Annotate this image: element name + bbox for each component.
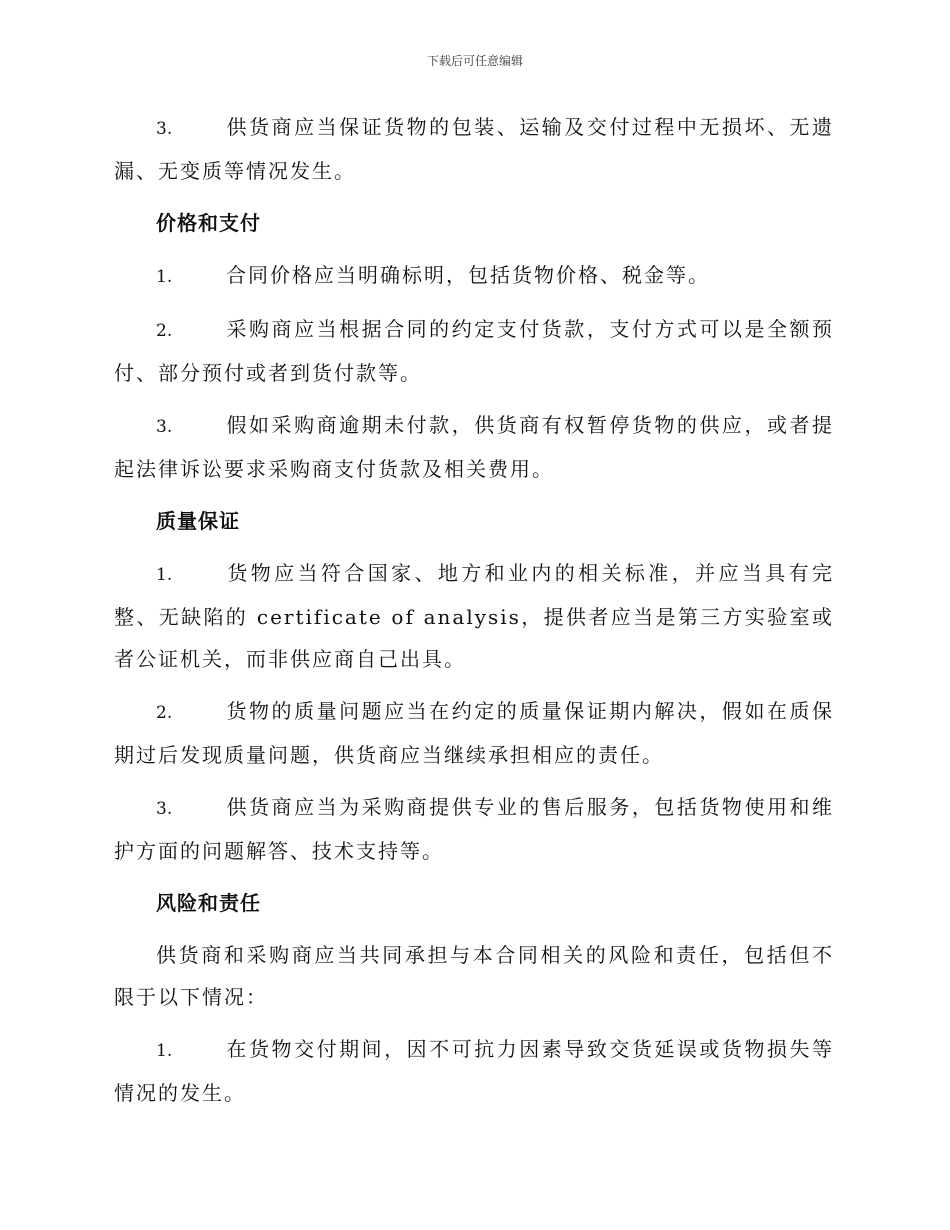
list-item	[114, 308, 834, 394]
item-text: 假如采购商逾期未付款，供货商有权暂停货物的供应，或者提起法律诉讼要求采购商支付货款及相关费用。	[114, 413, 834, 481]
item-number: 1.	[156, 565, 173, 585]
list-item	[114, 404, 834, 490]
list-item	[114, 690, 834, 776]
item-number: 2.	[156, 321, 173, 341]
item-number: 3.	[156, 799, 173, 819]
list-item	[114, 552, 834, 680]
item-text: 供货商应当为采购商提供专业的售后服务，包括货物使用和维护方面的问题解答、技术支持等。	[114, 795, 834, 863]
page-header: 下载后可任意编辑	[426, 54, 523, 68]
section-heading: 价格和支付	[156, 211, 261, 235]
item-text: 供货商应当保证货物的包装、运输及交付过程中无损坏、无遗漏、无变质等情况发生。	[114, 115, 834, 183]
body-paragraph: 供货商和采购商应当共同承担与本合同相关的风险和责任，包括但不限于以下情况：	[114, 943, 834, 1009]
item-text: 在货物交付期间，因不可抗力因素导致交货延误或货物损失等情况的发生。	[114, 1037, 834, 1105]
list-item	[114, 1028, 834, 1114]
list-item	[114, 254, 834, 298]
item-number: 1.	[156, 267, 173, 287]
item-text: 货物的质量问题应当在约定的质量保证期内解决，假如在质保期过后发现质量问题，供货商应当继续承担相应的责任。	[114, 699, 834, 767]
list-item	[114, 786, 834, 872]
document-body	[114, 106, 834, 1124]
item-number: 3.	[156, 119, 173, 139]
item-number: 1.	[156, 1041, 173, 1061]
section-heading: 风险和责任	[156, 891, 261, 915]
list-item	[114, 106, 834, 192]
item-text: 合同价格应当明确标明，包括货物价格、税金等。	[226, 263, 710, 287]
item-text: 货物应当符合国家、地方和业内的相关标准，并应当具有完整、无缺陷的 certificate of analysis，提供者应当是第三方实验室或者公证机关，而非供应商自己出具。	[114, 561, 834, 671]
section-heading: 质量保证	[156, 509, 240, 533]
item-number: 3.	[156, 417, 173, 437]
item-number: 2.	[156, 703, 173, 723]
item-text: 采购商应当根据合同的约定支付货款，支付方式可以是全额预付、部分预付或者到货付款等。	[114, 317, 834, 385]
